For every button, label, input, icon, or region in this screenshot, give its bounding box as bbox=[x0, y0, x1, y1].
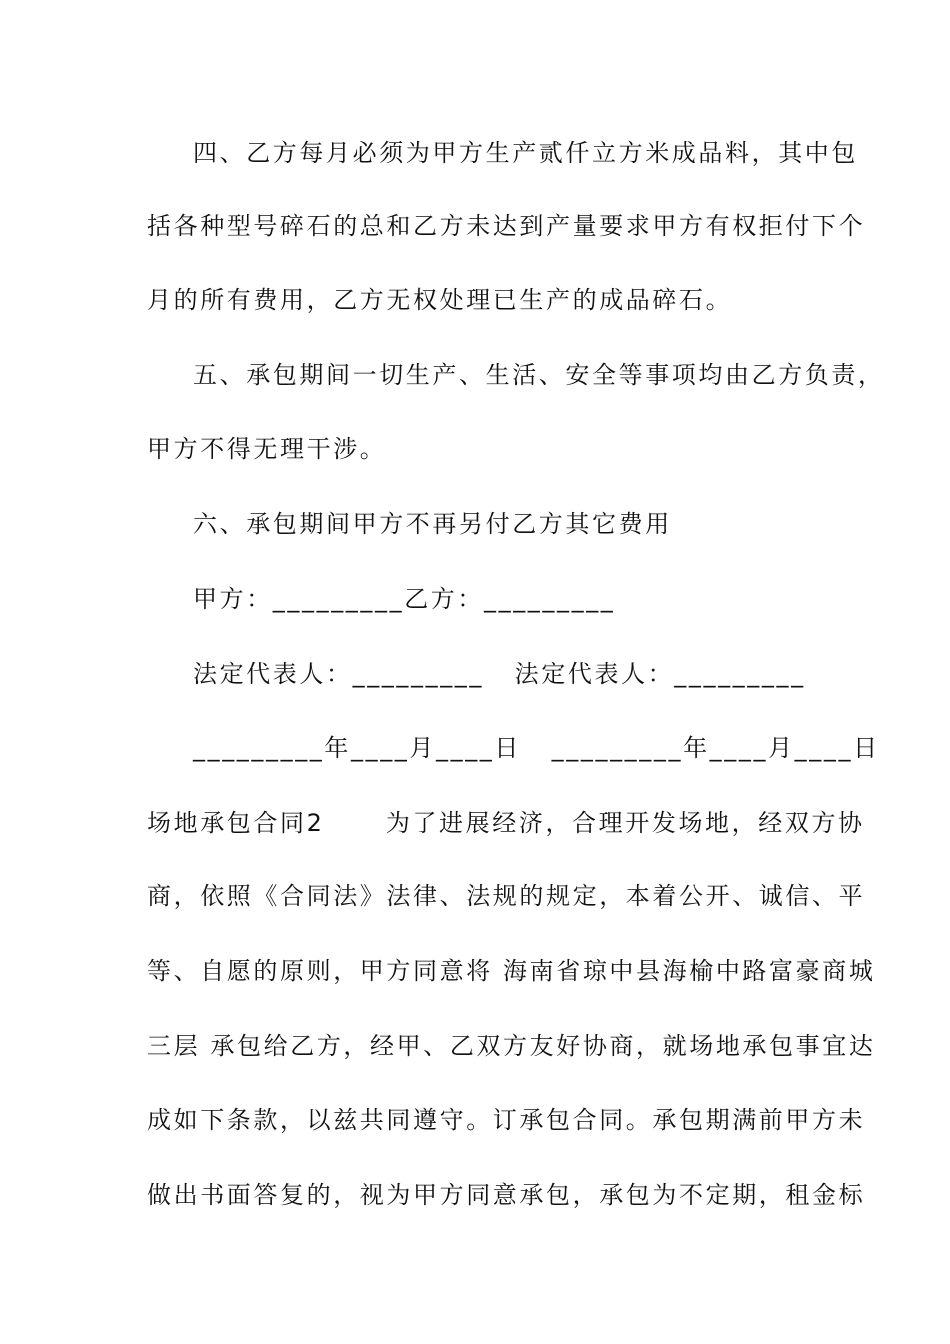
contract-2-line-3: 等、自愿的原则，甲方同意将 海南省琼中县海榆中路富豪商城 bbox=[147, 957, 876, 985]
signature-dates: _________年____月____日 _________年____月____日 bbox=[193, 734, 880, 762]
contract-2-line-5: 成如下条款，以兹共同遵守。订承包合同。承包期满前甲方未 bbox=[147, 1106, 866, 1134]
signature-legal-representatives: 法定代表人：_________ 法定代表人：_________ bbox=[193, 660, 806, 688]
paragraph-4-line-2: 括各种型号碎石的总和乙方未达到产量要求甲方有权拒付下个 bbox=[147, 212, 866, 240]
contract-2-line-1: 场地承包合同2 为了进展经济，合理开发场地，经双方协 bbox=[147, 809, 865, 837]
contract-2-line-4: 三层 承包给乙方，经甲、乙双方友好协商，就场地承包事宜达 bbox=[147, 1032, 876, 1060]
paragraph-6: 六、承包期间甲方不再另付乙方其它费用 bbox=[193, 510, 672, 538]
contract-2-line-6: 做出书面答复的，视为甲方同意承包，承包为不定期，租金标 bbox=[147, 1181, 866, 1209]
paragraph-5-line-2: 甲方不得无理干涉。 bbox=[147, 435, 387, 463]
contract-2-line-2: 商，依照《合同法》法律、法规的规定，本着公开、诚信、平 bbox=[147, 882, 866, 910]
paragraph-5-line-1: 五、承包期间一切生产、生活、安全等事项均由乙方负责， bbox=[193, 361, 885, 389]
signature-parties: 甲方：_________乙方：_________ bbox=[193, 585, 616, 613]
paragraph-4-line-1: 四、乙方每月必须为甲方生产贰仟立方米成品料，其中包 bbox=[193, 139, 858, 167]
paragraph-4-line-3: 月的所有费用，乙方无权处理已生产的成品碎石。 bbox=[147, 286, 733, 314]
